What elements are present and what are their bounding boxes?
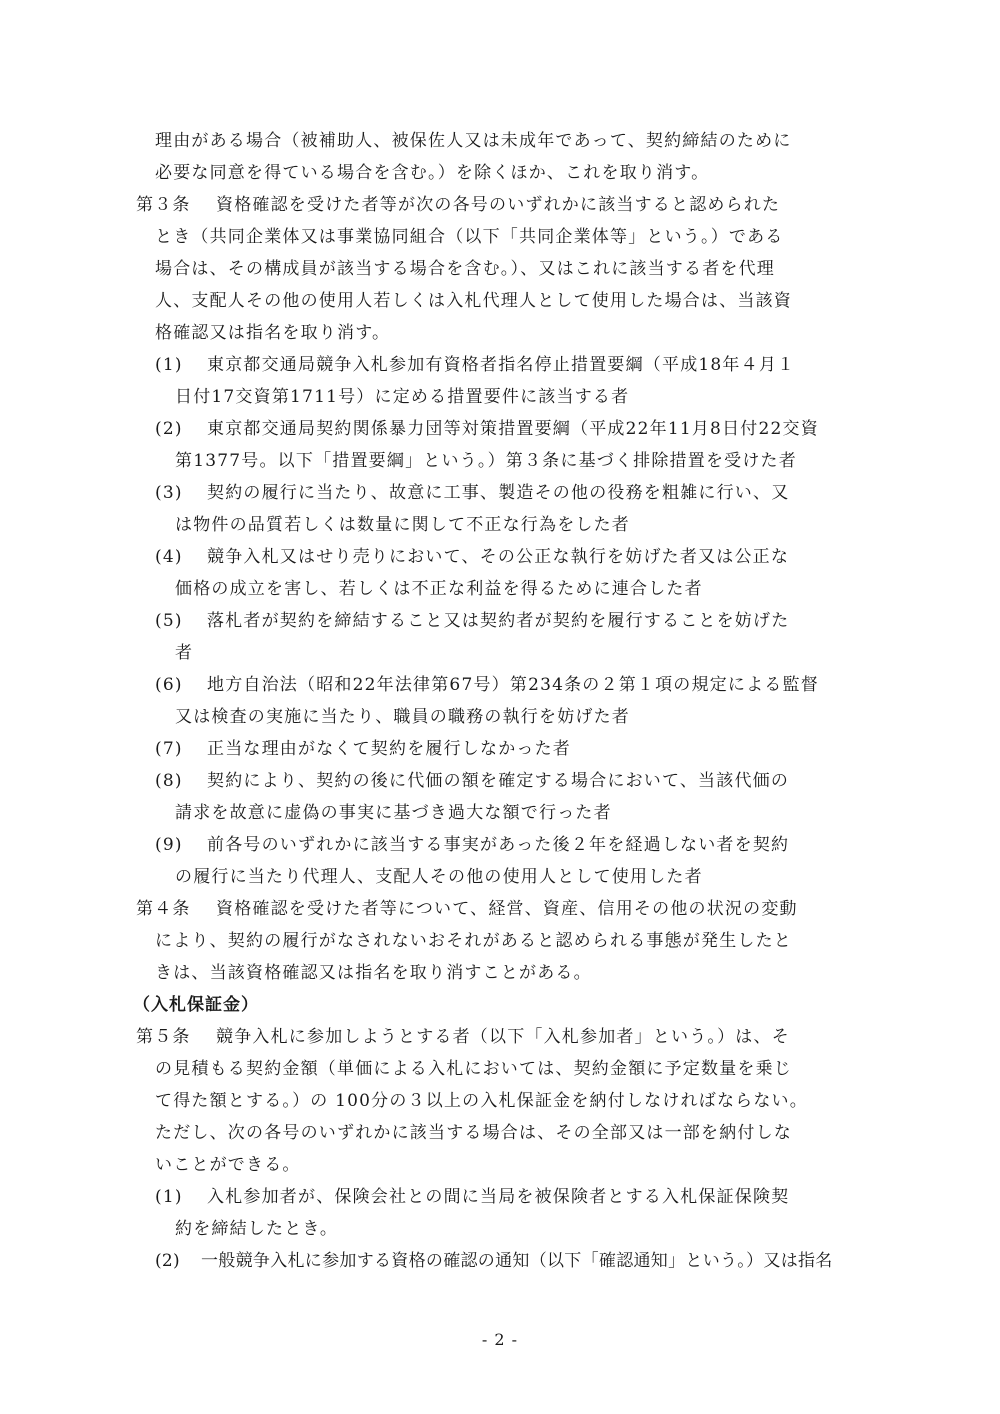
list-item bbox=[155, 541, 789, 573]
article-5-line bbox=[136, 1021, 790, 1053]
text-line: 第1377号。以下「措置要綱」という。）第３条に基づく排除措置を受けた者 bbox=[175, 451, 797, 471]
item-number: (6) bbox=[155, 675, 183, 695]
text-line: の見積もる契約金額（単価による入札においては、契約金額に予定数量を乗じ bbox=[155, 1059, 792, 1079]
article-3-line bbox=[136, 189, 780, 221]
text-line: 格確認又は指名を取り消す。 bbox=[155, 323, 391, 343]
item-number: (8) bbox=[155, 771, 183, 791]
text-line: 又は検査の実施に当たり、職員の職務の執行を妨げた者 bbox=[175, 707, 630, 727]
article-label: 第５条 bbox=[136, 1027, 191, 1047]
text-line: 資格確認を受けた者等について、経営、資産、信用その他の状況の変動 bbox=[216, 899, 798, 919]
list-item bbox=[155, 605, 789, 637]
text-line: 理由がある場合（被補助人、被保佐人又は未成年であって、契約締結のために bbox=[155, 131, 792, 151]
text-line: 東京都交通局契約関係暴力団等対策措置要綱（平成22年11月8日付22交資 bbox=[207, 419, 819, 439]
list-item bbox=[155, 477, 789, 509]
text-line: 前各号のいずれかに該当する事実があった後２年を経過しない者を契約 bbox=[207, 835, 790, 855]
text-line: 日付17交資第1711号）に定める措置要件に該当する者 bbox=[175, 387, 630, 407]
text-line: 請求を故意に虚偽の事実に基づき過大な額で行った者 bbox=[175, 803, 612, 823]
text-line: 契約により、契約の後に代価の額を確定する場合において、当該代価の bbox=[207, 771, 790, 791]
item-number: (3) bbox=[155, 483, 183, 503]
text-line: 落札者が契約を締結すること又は契約者が契約を履行することを妨げた bbox=[207, 611, 790, 631]
text-line: 入札参加者が、保険会社との間に当局を被保険者とする入札保証保険契 bbox=[207, 1187, 790, 1207]
list-item bbox=[155, 733, 571, 765]
item-number: (9) bbox=[155, 835, 183, 855]
text-line: 正当な理由がなくて契約を履行しなかった者 bbox=[207, 739, 571, 759]
list-item bbox=[155, 765, 789, 797]
item-number: (2) bbox=[155, 1251, 180, 1271]
list-item bbox=[155, 669, 819, 701]
item-number: (1) bbox=[155, 355, 183, 375]
article-label: 第３条 bbox=[136, 195, 191, 215]
text-line: 競争入札又はせり売りにおいて、その公正な執行を妨げた者又は公正な bbox=[207, 547, 790, 567]
text-line: て得た額とする。）の 100分の３以上の入札保証金を納付しなければならない。 bbox=[155, 1091, 808, 1111]
item-number: (2) bbox=[155, 419, 183, 439]
list-item bbox=[155, 1181, 789, 1213]
list-item bbox=[155, 349, 795, 381]
text-line: いことができる。 bbox=[155, 1155, 301, 1175]
text-line: により、契約の履行がなされないおそれがあると認められる事態が発生したと bbox=[155, 931, 792, 951]
text-line: きは、当該資格確認又は指名を取り消すことがある。 bbox=[155, 963, 592, 983]
text-line: とき（共同企業体又は事業協同組合（以下「共同企業体等」という。）である bbox=[155, 227, 784, 247]
text-line: 東京都交通局競争入札参加有資格者指名停止措置要綱（平成18年４月１ bbox=[207, 355, 796, 375]
text-line: は物件の品質若しくは数量に関して不正な行為をした者 bbox=[175, 515, 630, 535]
text-line: 一般競争入札に参加する資格の確認の通知（以下「確認通知」という。）又は指名 bbox=[201, 1251, 833, 1271]
text-line: 場合は、その構成員が該当する場合を含む。）、又はこれに該当する者を代理 bbox=[155, 259, 775, 279]
section-heading: （入札保証金） bbox=[133, 995, 259, 1015]
text-line: 約を締結したとき。 bbox=[175, 1219, 339, 1239]
list-item bbox=[155, 413, 819, 445]
text-line: の履行に当たり代理人、支配人その他の使用人として使用した者 bbox=[175, 867, 703, 887]
page-number: - 2 - bbox=[481, 1330, 519, 1349]
text-line: 地方自治法（昭和22年法律第67号）第234条の２第１項の規定による監督 bbox=[207, 675, 819, 695]
article-label: 第４条 bbox=[136, 899, 191, 919]
article-4-line bbox=[136, 893, 798, 925]
list-item bbox=[155, 829, 789, 861]
text-line: 資格確認を受けた者等が次の各号のいずれかに該当すると認められた bbox=[216, 195, 781, 215]
text-line: ただし、次の各号のいずれかに該当する場合は、その全部又は一部を納付しな bbox=[155, 1123, 792, 1143]
list-item bbox=[155, 1245, 833, 1277]
item-number: (5) bbox=[155, 611, 183, 631]
text-line: 必要な同意を得ている場合を含む。）を除くほか、これを取り消す。 bbox=[155, 163, 710, 183]
text-line: 競争入札に参加しようとする者（以下「入札参加者」という。）は、そ bbox=[216, 1027, 790, 1047]
text-line: 人、支配人その他の使用人若しくは入札代理人として使用した場合は、当該資 bbox=[155, 291, 792, 311]
item-number: (1) bbox=[155, 1187, 183, 1207]
item-number: (4) bbox=[155, 547, 183, 567]
text-line: 価格の成立を害し、若しくは不正な利益を得るために連合した者 bbox=[175, 579, 703, 599]
text-line: 契約の履行に当たり、故意に工事、製造その他の役務を粗雑に行い、又 bbox=[207, 483, 790, 503]
text-line: 者 bbox=[175, 643, 194, 663]
item-number: (7) bbox=[155, 739, 183, 759]
